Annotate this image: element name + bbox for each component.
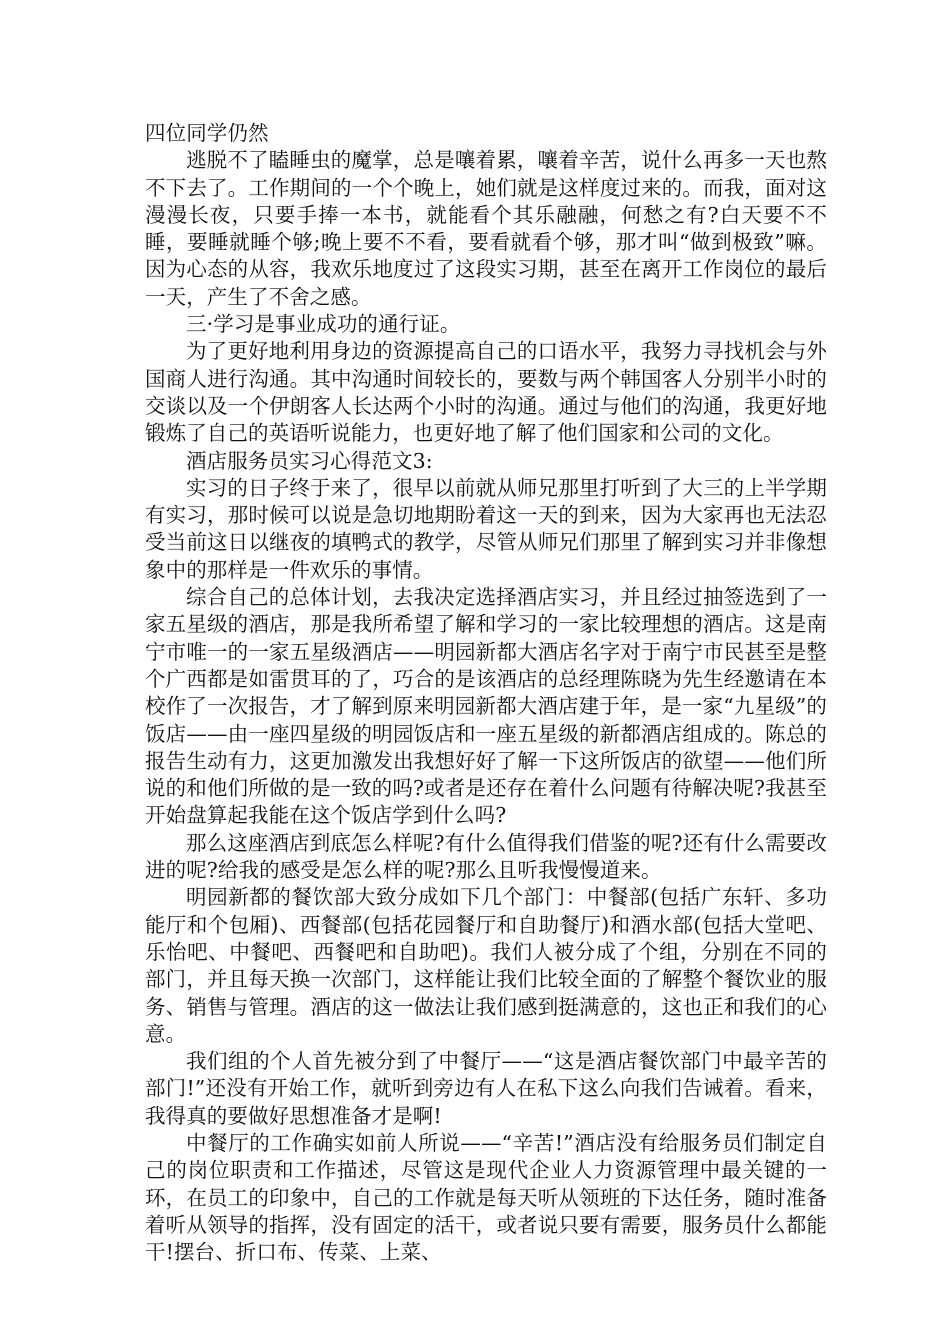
document-body	[145, 120, 827, 1266]
paragraph-4: 为了更好地利用身边的资源提高自己的口语水平，我努力寻找机会与外国商人进行沟通。其中沟通时间较长的，要数与两个韩国客人分别半小时的交谈以及一个伊朗客人长达两个小时的沟通。通过与他们的沟通，我更好地锻炼了自己的英语听说能力，也更好地了解了他们国家和公司的文化。	[145, 339, 827, 446]
paragraph-8: 那么这座酒店到底怎么样呢?有什么值得我们借鉴的呢?还有什么需要改进的呢?给我的感受是怎么样的呢?那么且听我慢慢道来。	[145, 830, 827, 883]
section-heading-3: 三·学习是事业成功的通行证。	[186, 312, 461, 337]
paragraph-9: 明园新都的餐饮部大致分成如下几个部门：中餐部(包括广东轩、多功能厅和个包厢)、西餐部(包括花园餐厅和自助餐厅)和酒水部(包括大堂吧、乐怡吧、中餐吧、西餐吧和自助吧)。我们人被分成了个组，分别在不同的部门，并且每天换一次部门，这样能让我们比较全面的了解整个餐饮业的服务、销售与管理。酒店的这一做法让我们感到挺满意的，这也正和我们的心意。	[145, 885, 827, 1046]
article-heading: 酒店服务员实习心得范文3:	[186, 448, 433, 473]
paragraph-10: 我们组的个人首先被分到了中餐厅——“这是酒店餐饮部门中最辛苦的部门!”还没有开始工作，就听到旁边有人在私下这么向我们告诫着。看来，我得真的要做好思想准备才是啊!	[145, 1049, 827, 1128]
paragraph-6: 实习的日子终于来了，很早以前就从师兄那里打听到了大三的上半学期有实习，那时候可以说是急切地期盼着这一天的到来，因为大家再也无法忍受当前这日以继夜的填鸭式的教学，尽管从师兄们那里了解到实习并非像想象中的那样是一件欢乐的事情。	[145, 475, 827, 582]
paragraph-2: 逃脱不了瞌睡虫的魔掌，总是嚷着累，嚷着辛苦，说什么再多一天也熬不下去了。工作期间的一个个晚上，她们就是这样度过来的。而我，面对这漫漫长夜，只要手捧一本书，就能看个其乐融融，何愁之有?白天要不不睡，要睡就睡个够;晚上要不不看，要看就看个够，那才叫“做到极致”嘛。因为心态的从容，我欢乐地度过了这段实习期，甚至在离开工作岗位的最后一天，产生了不舍之感。	[145, 148, 827, 309]
paragraph-11: 中餐厅的工作确实如前人所说——“辛苦!”酒店没有给服务员们制定自己的岗位职责和工作描述，尽管这是现代企业人力资源管理中最关键的一环，在员工的印象中，自己的工作就是每天听从领班的下达任务，随时准备着听从领导的指挥，没有固定的活干，或者说只要有需要，服务员什么都能干!摆台、折口布、传菜、上菜、	[145, 1130, 827, 1265]
paragraph-1: 四位同学仍然	[145, 121, 269, 145]
paragraph-7: 综合自己的总体计划，去我决定选择酒店实习，并且经过抽签选到了一家五星级的酒店，那是我所希望了解和学习的一家比较理想的酒店。这是南宁市唯一的一家五星级酒店——明园新都大酒店名字对于南宁市民甚至是整个广西都是如雷贯耳的了，巧合的是该酒店的总经理陈晓为先生经邀请在本校作了一次报告，才了解到原来明园新都大酒店建于年，是一家“九星级”的饭店——由一座四星级的明园饭店和一座五星级的新都酒店组成的。陈总的报告生动有力，这更加激发出我想好好了解一下这所饭店的欲望——他们所说的和他们所做的是一致的吗?或者是还存在着什么问题有待解决呢?我甚至开始盘算起我能在这个饭店学到什么吗?	[145, 585, 827, 828]
